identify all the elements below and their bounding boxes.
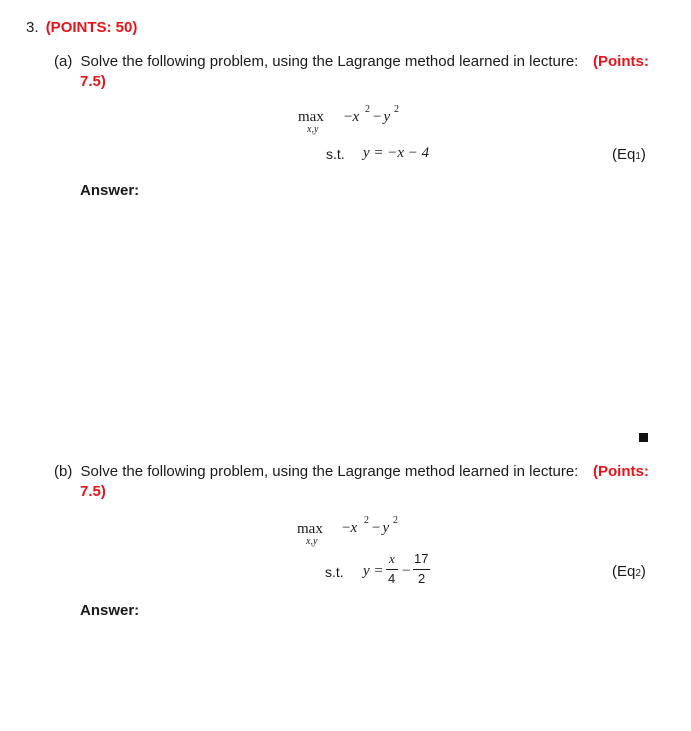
part-a-st: s.t. (326, 146, 345, 162)
part-a-exp1: 2 (365, 104, 370, 115)
part-a-points-value: 7.5) (80, 73, 106, 90)
part-a-max: max (298, 109, 324, 125)
part-b-exp2: 2 (393, 515, 398, 526)
part-b-frac1-den: 4 (388, 571, 396, 586)
part-a-exp2: 2 (394, 104, 399, 115)
part-b-frac2-den: 2 (418, 571, 426, 586)
part-b-answer-label: Answer: (80, 602, 140, 619)
question-points: (POINTS: 50) (45, 19, 138, 36)
part-b-max-subscript: x,y (306, 536, 318, 547)
part-b-prompt (54, 463, 654, 480)
part-b-frac1-bar (386, 569, 398, 570)
qed-square (639, 433, 648, 442)
part-b-points-value: 7.5) (80, 483, 106, 500)
part-a-prompt (54, 53, 654, 70)
part-a-objective-2: − y (373, 109, 391, 125)
part-b-frac2-bar (413, 569, 430, 570)
part-a-text: Solve the following problem, using the Lagrange method learned in lecture: (80, 53, 579, 70)
question-header (26, 19, 137, 36)
part-a-eq-tag: (Eq1) (612, 146, 646, 163)
part-b-objective-2: − y (372, 520, 390, 536)
part-a-constraint: y = −x − 4 (363, 145, 430, 161)
part-b-frac2-num: 17 (414, 551, 429, 566)
part-a-objective: −x (344, 109, 360, 125)
part-b-label: (b) (54, 463, 73, 480)
part-b-exp1: 2 (364, 515, 369, 526)
part-b-max: max (297, 521, 323, 537)
part-a-max-subscript: x,y (307, 124, 319, 135)
part-a-label: (a) (54, 53, 73, 70)
part-b-text: Solve the following problem, using the Lagrange method learned in lecture: (80, 463, 579, 480)
part-b-points: (Points: (593, 463, 649, 480)
part-a-answer-label: Answer: (80, 182, 140, 199)
part-b-minus: − (402, 563, 411, 579)
part-b-constraint-lhs: y = (363, 563, 384, 579)
part-b-frac1-num: x (389, 551, 395, 566)
part-b-st: s.t. (325, 564, 344, 580)
part-b-eq-tag: (Eq2) (612, 563, 646, 580)
part-b-objective: −x (342, 520, 358, 536)
part-a-points: (Points: (593, 53, 649, 70)
question-number: 3. (26, 19, 39, 36)
